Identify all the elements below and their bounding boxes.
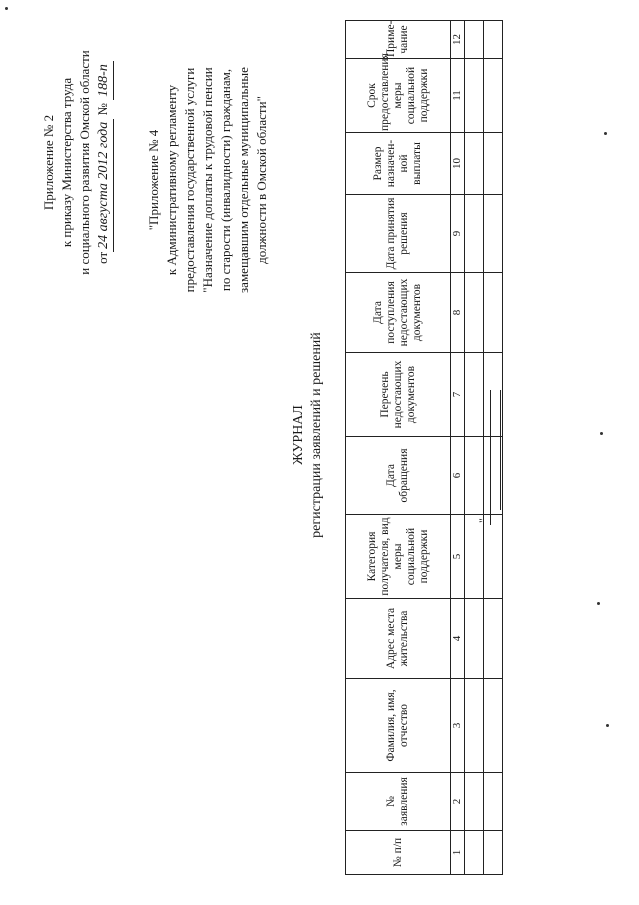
column-number: 9: [451, 195, 465, 273]
table-cell: [484, 679, 503, 773]
table-cell: [465, 831, 484, 875]
order-header-line: к приказу Министерства труда: [59, 77, 74, 248]
order-header-line: и социального развития Омской области: [77, 50, 92, 275]
reglament-header-line: по старости (инвалидности) гражданам,: [218, 68, 233, 292]
column-number: 3: [451, 679, 465, 773]
column-header: Фамилия, имя, отчество: [346, 679, 451, 773]
scan-speck: [600, 432, 603, 435]
column-number: 7: [451, 353, 465, 437]
order-from-label: от: [95, 251, 110, 264]
table-cell: [465, 273, 484, 353]
table-cell: [484, 133, 503, 195]
journal-subtitle: регистрации заявлений и решений: [309, 332, 324, 538]
scan-speck: [597, 602, 600, 605]
order-header: [40, 10, 114, 315]
column-number: 5: [451, 515, 465, 599]
reglament-header-line: "Приложение № 4: [146, 129, 161, 231]
table-cell: [484, 195, 503, 273]
reglament-header-line: замещавшим отдельные муниципальные: [236, 67, 251, 293]
reglament-header-line: предоставления государственной услуги: [182, 67, 197, 293]
scan-speck: [606, 724, 609, 727]
column-header: Перечень недостающих документов: [346, 353, 451, 437]
handwritten-number: 188-п: [95, 61, 114, 100]
table-cell: [484, 515, 503, 599]
table-cell: [465, 21, 484, 59]
column-header: Дата принятия решения: [346, 195, 451, 273]
closing-quote: ": [476, 518, 490, 523]
column-header: Дата обращения: [346, 437, 451, 515]
signature-line: [490, 390, 491, 525]
table-cell: [465, 679, 484, 773]
column-header: Категория получателя, вид меры социальной поддержки: [346, 515, 451, 599]
column-number: 6: [451, 437, 465, 515]
scan-speck: [604, 132, 607, 135]
table-cell: [465, 133, 484, 195]
column-header: № п/п: [346, 831, 451, 875]
table-cell: [484, 831, 503, 875]
column-header: Приме-чание: [346, 21, 451, 59]
scan-speck: [5, 7, 8, 10]
table-cell: [465, 599, 484, 679]
journal-title: ЖУРНАЛ: [291, 405, 306, 465]
column-header: № заявления: [346, 773, 451, 831]
column-number: 1: [451, 831, 465, 875]
column-header: Размер назначен-ной выплаты: [346, 133, 451, 195]
order-header-line: Приложение № 2: [41, 114, 56, 211]
order-date-number-line: [94, 10, 114, 315]
table-cell: [484, 273, 503, 353]
reglament-header-line: "Назначение доплаты к трудовой пенсии: [200, 67, 215, 293]
reglament-header: [145, 15, 271, 345]
table-row: [465, 21, 484, 875]
reglament-header-line: должности в Омской области": [254, 96, 269, 264]
column-header: Дата поступления недостающих документов: [346, 273, 451, 353]
table-cell: [465, 437, 484, 515]
handwritten-date: 24 августа 2012 года: [95, 119, 114, 252]
order-number-label: №: [95, 103, 110, 116]
column-number: 12: [451, 21, 465, 59]
journal-title-block: [290, 225, 326, 645]
column-header: Срок предоставления меры социальной поддержки: [346, 59, 451, 133]
table-cell: [484, 773, 503, 831]
column-number: 8: [451, 273, 465, 353]
table-header-row: [346, 21, 451, 875]
column-header: Адрес места жительства: [346, 599, 451, 679]
column-number: 2: [451, 773, 465, 831]
table-cell: [484, 59, 503, 133]
reglament-header-line: к Административному регламенту: [164, 84, 179, 276]
table-cell: [465, 773, 484, 831]
registration-table: [345, 20, 503, 875]
table-cell: [484, 599, 503, 679]
signature-line: [500, 390, 501, 510]
table-cell: [465, 515, 484, 599]
column-number: 4: [451, 599, 465, 679]
table-cell: [465, 353, 484, 437]
column-number: 10: [451, 133, 465, 195]
table-cell: [465, 59, 484, 133]
table-cell: [484, 21, 503, 59]
table-cell: [465, 195, 484, 273]
column-number-row: [451, 21, 465, 875]
column-number: 11: [451, 59, 465, 133]
